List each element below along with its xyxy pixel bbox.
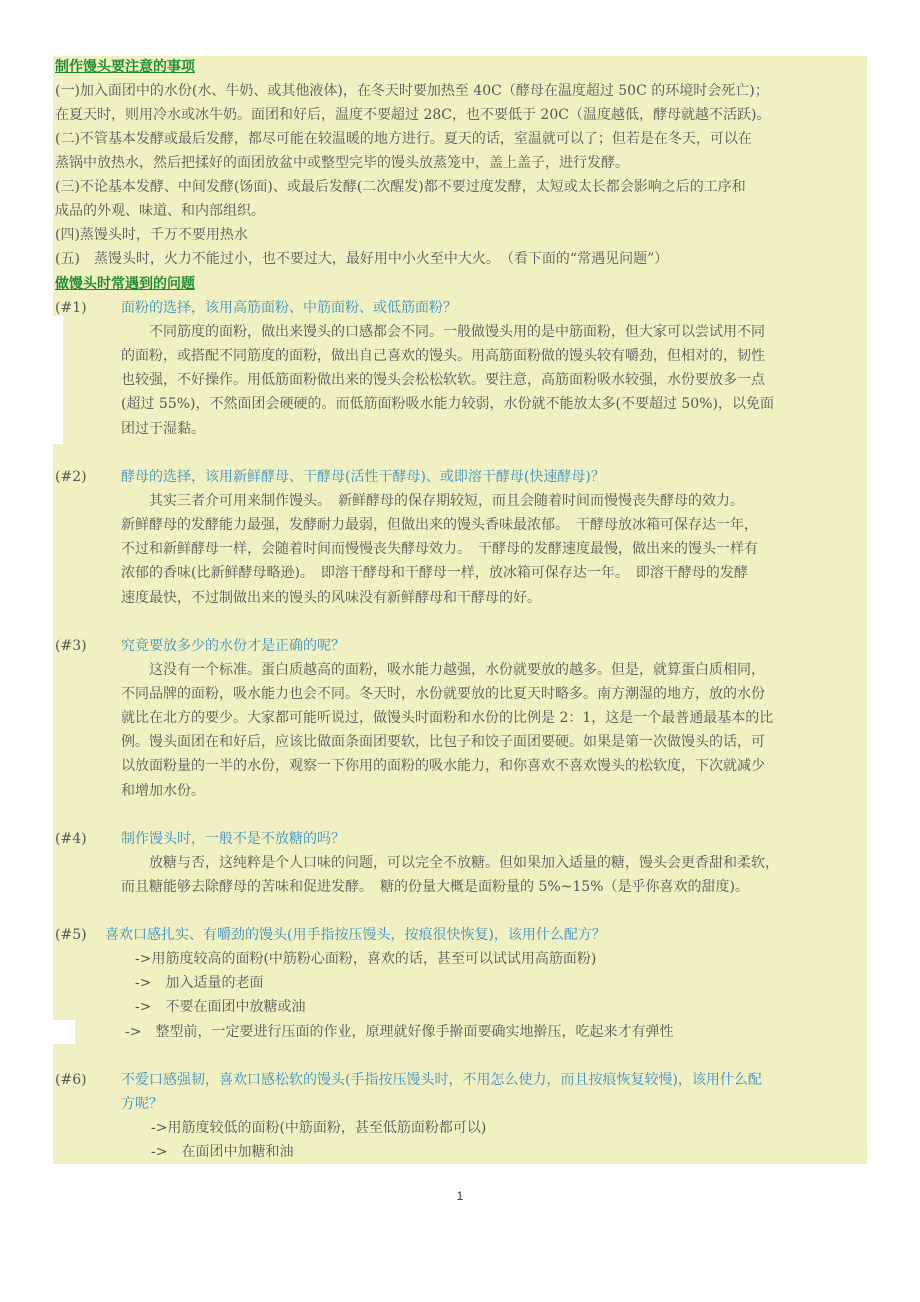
- question-text-cont: 方呢？: [121, 1096, 163, 1112]
- text-line: 在夏天时，则用冷水或冰牛奶。面团和好后，温度不要超过 28C，也不要低于 20C（温度越低，酵母就越不活跃)。: [55, 107, 771, 123]
- answer-line: -> 整型前，一定要进行压面的作业，原理就好像手擀面要确实地擀压，吃起来才有弹性: [125, 1024, 674, 1040]
- answer-line: 浓郁的香味(比新鲜酵母略逊)。 即溶干酵母和干酵母一样，放冰箱可保存达一年。 即溶干酵母的发酵: [121, 565, 748, 581]
- text-line: (四)蒸馒头时，千万不要用热水: [55, 227, 248, 243]
- answer-line: ->用筋度较高的面粉(中筋粉心面粉，喜欢的话，甚至可以试试用高筋面粉): [135, 951, 597, 967]
- question-text: 制作馒头时，一般不是不放糖的吗？: [121, 831, 345, 847]
- answer-line: 就比在北方的要少。大家都可能听说过，做馒头时面粉和水份的比例是 2：1，这是一个最普通最基本的比: [121, 710, 774, 726]
- answer-line: 其实三者介可用来制作馒头。 新鲜酵母的保存期较短，而且会随着时间而慢慢丧失酵母的效力。: [121, 493, 744, 509]
- answer-line: ->用筋度较低的面粉(中筋面粉，甚至低筋面粉都可以): [151, 1120, 487, 1136]
- answer-line: 速度最快，不过制做出来的馒头的风味没有新鲜酵母和干酵母的好。: [121, 590, 541, 606]
- question-text: 酵母的选择，该用新鲜酵母、干酵母(活性干酵母)、或即溶干酵母(快速酵母)？: [121, 469, 605, 485]
- answer-line: 例。馒头面团在和好后，应该比做面条面团要软，比包子和饺子面团要硬。如果是第一次做馒头的话，可: [121, 734, 765, 750]
- answer-line: 团过于湿黏。: [121, 421, 205, 437]
- question-number: (#5): [55, 927, 87, 943]
- page-number: 1: [456, 1189, 464, 1203]
- answer-line: -> 加入适量的老面: [135, 975, 264, 991]
- question-number: (#6): [55, 1072, 87, 1088]
- margin-patch: [53, 316, 63, 444]
- answer-line: -> 在面团中加糖和油: [151, 1144, 294, 1160]
- question-3: [55, 635, 345, 658]
- text-line: (二)不管基本发酵或最后发酵，都尽可能在较温暖的地方进行。夏天的话，室温就可以了；但若是在冬天，可以在: [55, 131, 752, 147]
- text-line: 成品的外观、味道、和内部组织。: [55, 203, 265, 219]
- margin-patch: [53, 1020, 75, 1044]
- section-title-notes: 制作馒头要注意的事项: [55, 59, 195, 75]
- answer-line: 不过和新鲜酵母一样，会随着时间而慢慢丧失酵母效力。 干酵母的发酵速度最慢，做出来的馒头一样有: [121, 541, 758, 557]
- question-4: [55, 828, 345, 851]
- answer-line: 以放面粉量的一半的水份，观察一下你用的面粉的吸水能力，和你喜欢不喜欢馒头的松软度，下次就减少: [121, 758, 765, 774]
- answer-line: 不同品牌的面粉，吸水能力也会不同。冬天时，水份就要放的比夏天时略多。南方潮湿的地方，放的水份: [121, 686, 765, 702]
- answer-line: 的面粉，或搭配不同筋度的面粉，做出自己喜欢的馒头。用高筋面粉做的馒头较有嚼劲，但相对的，韧性: [121, 348, 765, 364]
- question-5: [55, 924, 606, 947]
- answer-line: (超过 55%)，不然面团会硬硬的。而低筋面粉吸水能力较弱，水份就不能放太多(不要超过 50%)，以免面: [121, 396, 774, 412]
- answer-line: 而且糖能够去除酵母的苦味和促进发酵。 糖的份量大概是面粉量的 5%~15%（是乎你喜欢的甜度)。: [121, 879, 749, 895]
- question-2: [55, 466, 605, 489]
- answer-line: 这没有一个标准。蛋白质越高的面粉，吸水能力越强，水份就要放的越多。但是，就算蛋白质相同，: [121, 662, 765, 678]
- answer-line: 和增加水份。: [121, 783, 205, 799]
- text-line: (三)不论基本发酵、中间发酵(饧面)、或最后发酵(二次醒发)都不要过度发酵，太短或太长都会影响之后的工序和: [55, 179, 746, 195]
- answer-line: -> 不要在面团中放糖或油: [135, 999, 306, 1015]
- text-line: 蒸锅中放热水，然后把揉好的面团放盆中或整型完毕的馒头放蒸笼中，盖上盖子，进行发酵。: [55, 155, 629, 171]
- question-text: 面粉的选择，该用高筋面粉、中筋面粉、或低筋面粉？: [121, 300, 457, 316]
- answer-line: 也较强，不好操作。用低筋面粉做出来的馒头会松松软软。要注意，高筋面粉吸水较强，水份要放多一点: [121, 372, 765, 388]
- question-1: [55, 297, 457, 320]
- question-number: (#1): [55, 300, 87, 316]
- text-line: (五) 蒸馒头时，火力不能过小，也不要过大，最好用中小火至中大火。 （看下面的“常遇见问题”）: [55, 251, 669, 267]
- text-line: (一)加入面团中的水份(水、牛奶、或其他液体)，在冬天时要加热至 40C（酵母在温度超过 50C 的环境时会死亡)；: [55, 83, 769, 99]
- question-number: (#4): [55, 831, 87, 847]
- question-text: 喜欢口感扎实、有嚼劲的馒头(用手指按压馒头，按痕很快恢复)，该用什么配方？: [105, 927, 606, 943]
- question-6: [55, 1069, 762, 1092]
- question-text: 究竟要放多少的水份才是正确的呢？: [121, 638, 345, 654]
- question-text: 不爱口感强韧，喜欢口感松软的馒头(手指按压馒头时，不用怎么使力，而且按痕恢复较慢)，该用什么配: [121, 1072, 762, 1088]
- answer-line: 不同筋度的面粉，做出来馒头的口感都会不同。一般做馒头用的是中筋面粉，但大家可以尝试用不同: [121, 324, 765, 340]
- section-title-problems: 做馒头时常遇到的问题: [55, 276, 195, 292]
- question-number: (#2): [55, 469, 87, 485]
- answer-line: 放糖与否，这纯粹是个人口味的问题，可以完全不放糖。但如果加入适量的糖，馒头会更香甜和柔软，: [121, 855, 779, 871]
- question-number: (#3): [55, 638, 87, 654]
- answer-line: 新鲜酵母的发酵能力最强，发酵耐力最弱，但做出来的馒头香味最浓郁。 干酵母放冰箱可保存达一年，: [121, 517, 758, 533]
